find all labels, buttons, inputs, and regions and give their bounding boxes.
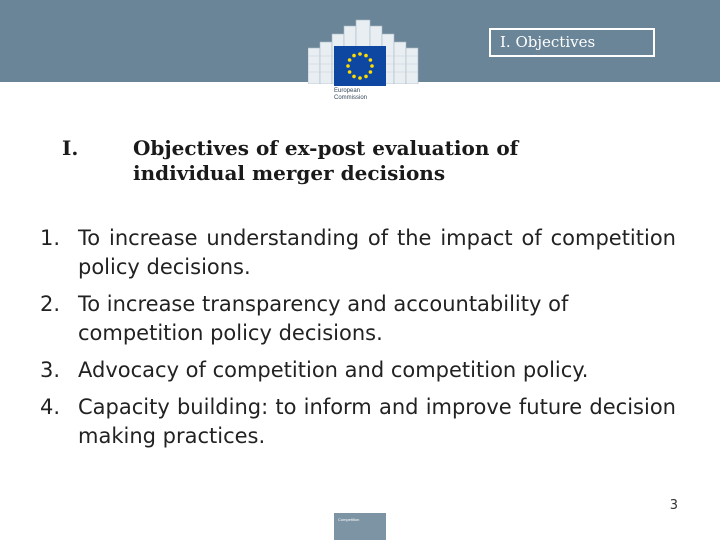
list-item	[40, 393, 676, 451]
footer-logo-text: Competition	[338, 517, 360, 522]
list-item	[40, 290, 676, 348]
list-item-text: Advocacy of competition and competition policy.	[78, 358, 589, 382]
eu-flag-icon	[334, 46, 386, 86]
competition-logo	[334, 513, 386, 540]
list-item	[40, 224, 676, 282]
list-item-number: 3.	[40, 358, 61, 382]
list-item-text: Capacity building: to inform and improve future decision making practices.	[78, 395, 676, 448]
page-title: Objectives of ex-post evaluation of individual merger decisions	[133, 136, 519, 185]
list-item	[40, 356, 676, 385]
list-item-number: 4.	[40, 395, 61, 419]
list-item-number: 1.	[40, 226, 61, 250]
heading-number: I.	[62, 136, 79, 160]
list-item-text: To increase understanding of the impact of competition policy decisions.	[78, 226, 676, 279]
list-item-number: 2.	[40, 292, 61, 316]
european-commission-logo	[300, 18, 440, 108]
page-number: 3	[669, 498, 678, 513]
list-item-text: To increase transparency and accountability of competition policy decisions.	[78, 292, 569, 345]
objectives-list	[40, 224, 676, 451]
section-tag: I. Objectives	[489, 28, 655, 57]
logo-text: European Commission	[334, 88, 368, 101]
